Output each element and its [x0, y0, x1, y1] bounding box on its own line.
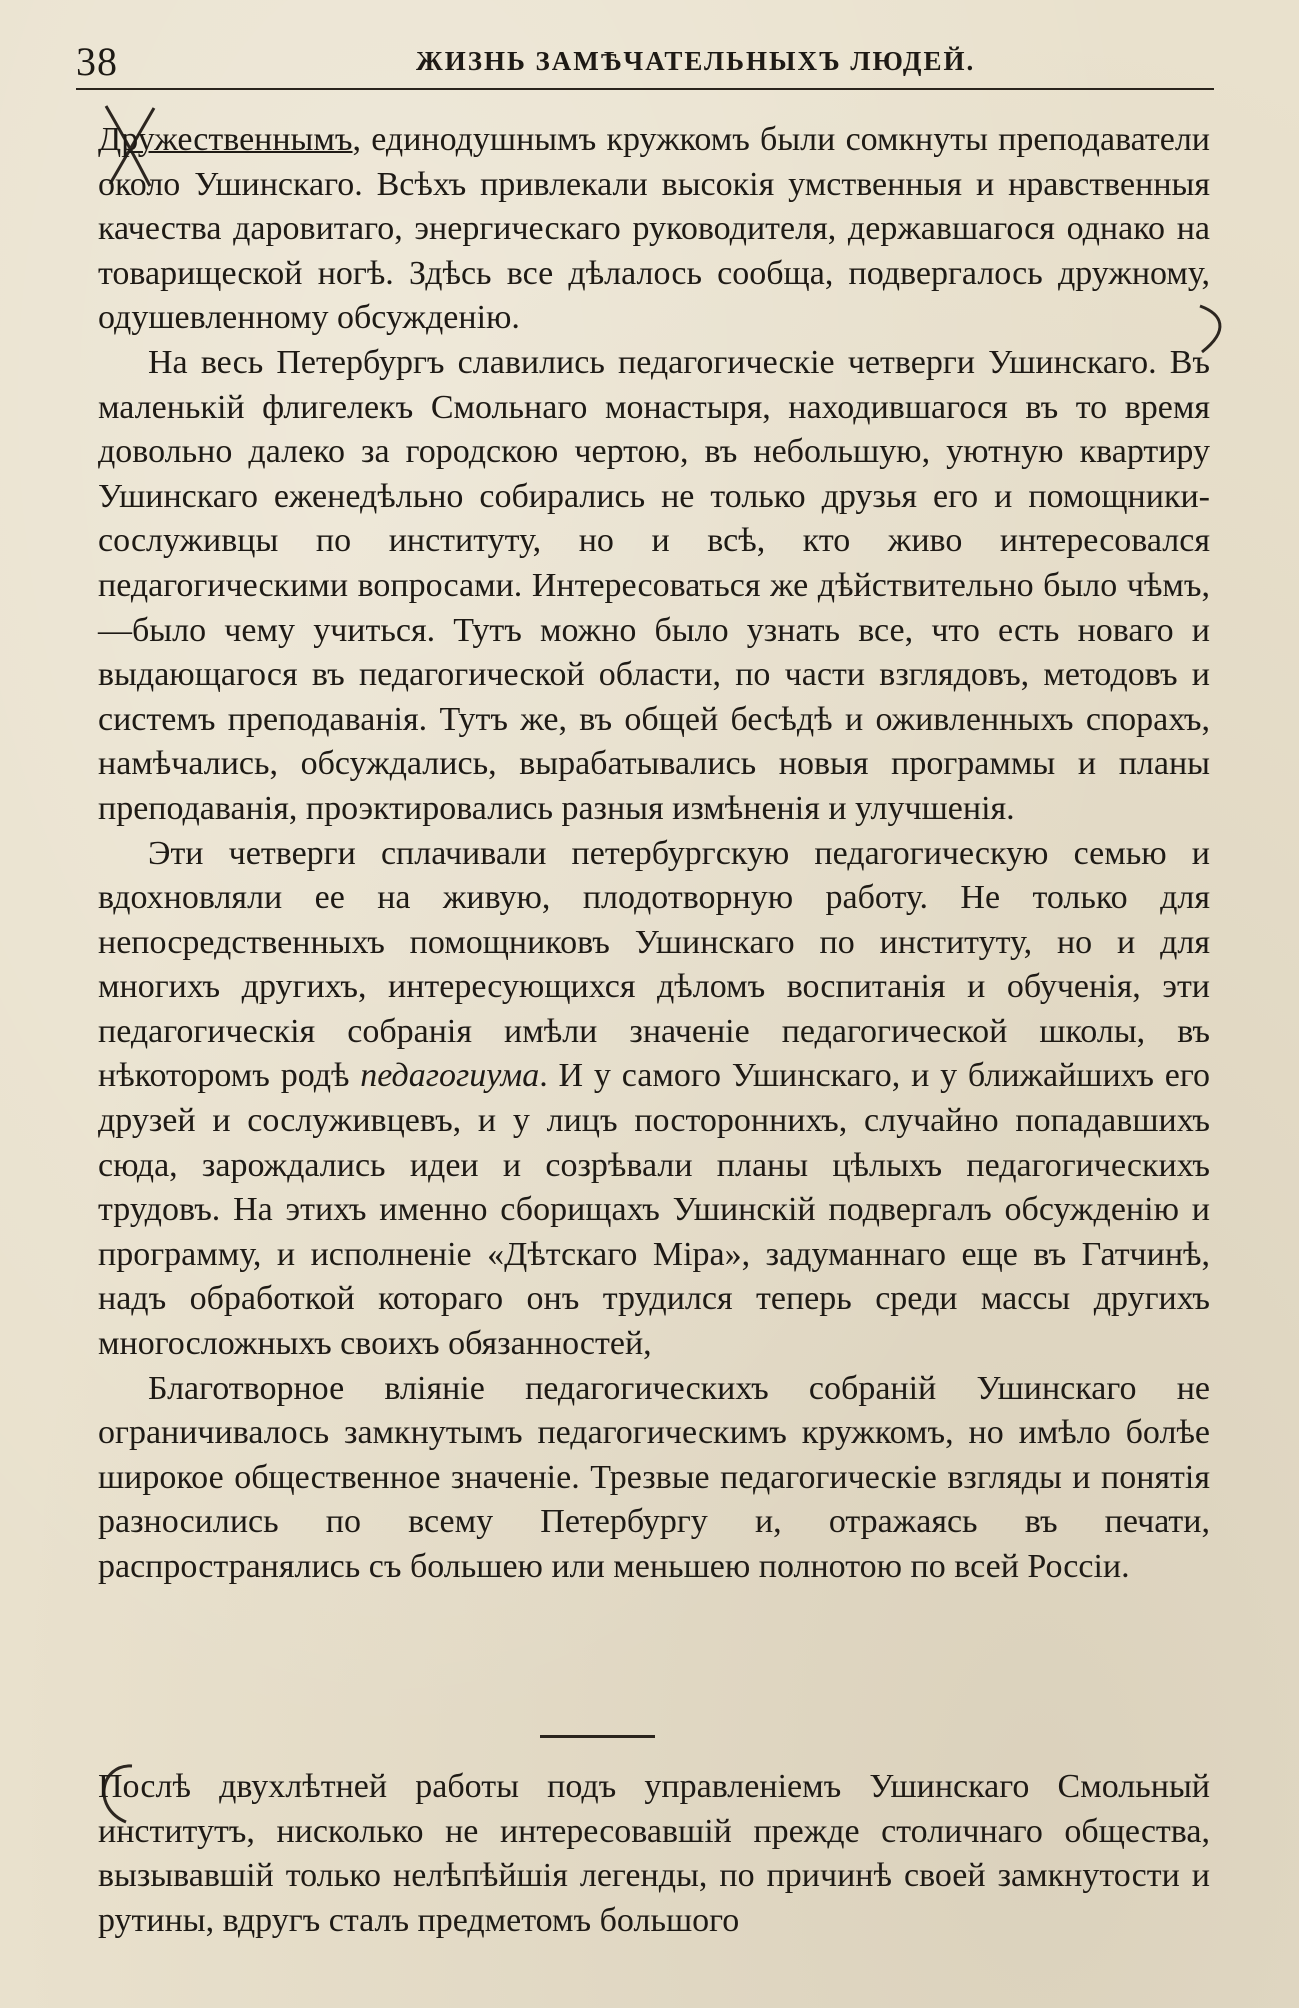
running-title: ЖИЗНЬ ЗАМѢЧАТЕЛЬНЫХЪ ЛЮДЕЙ.: [416, 46, 976, 76]
body-text: [98, 118, 1210, 1590]
paragraph-text: Эти четверги сплачивали петербургскую педагогическую семью и вдохновляли ее на живую, плодотворную работу. Не только для непосредственныхъ помощниковъ Ушинскаго по институту, но и для многихъ другихъ, интересующихся дѣломъ воспитанія и обученія, эти педагогическія собранія имѣли значеніе педагогической школы, въ нѣкоторомъ родѣ: [98, 834, 1210, 1095]
paragraph: Послѣ двухлѣтней работы подъ управленіемъ Ушинскаго Смольный институтъ, нисколько не интересовавшій прежде столичнаго общества, вызывавшій только нелѣпѣйшія легенды, по причинѣ своей замкнутости и рутины, вдругъ сталъ предметомъ большого: [98, 1768, 1210, 1939]
section-divider: [540, 1735, 655, 1738]
underlined-word: Дружественнымъ: [98, 121, 353, 158]
italic-term: педагогиума: [360, 1057, 540, 1095]
paragraph-text: , единодушнымъ кружкомъ были сомкнуты преподаватели около Ушинскаго. Всѣхъ привлекали высокія умственныя и нравственныя качества даровитаго, энергическаго руководителя, державшагося однако на товарищеской ногѣ. Здѣсь все дѣлалось сообща, подвергалось дружному, одушевленному обсужденію.: [98, 121, 1210, 337]
body-text-continued: [98, 1765, 1210, 1943]
header-rule: [76, 88, 1214, 90]
paragraph: [98, 118, 1210, 341]
paragraph: Благотворное вліяніе педагогическихъ собраній Ушинскаго не ограничивалось замкнутымъ педагогическимъ кружкомъ, но имѣло болѣе широкое общественное значеніе. Трезвые педагогическіе взгляды и понятія разносились по всему Петербургу и, отражаясь въ печати, распространялись съ большею или меньшею полнотою по всей Россіи.: [98, 1369, 1210, 1585]
paragraph-text: . И у самого Ушинскаго, и у ближайшихъ его друзей и сослуживцевъ, и у лицъ постороннихъ, случайно попадавшихъ сюда, зарождались идеи и созрѣвали планы цѣлыхъ педагогическихъ трудовъ. На этихъ именно сборищахъ Ушинскій подвергалъ обсужденію и программу, и исполненіе «Дѣтскаго Міра», задуманнаго еще въ Гатчинѣ, надъ обработкой котораго онъ трудился теперь среди массы другихъ многосложныхъ своихъ обязанностей,: [98, 1057, 1210, 1363]
page-header: [76, 38, 1214, 88]
page-number: 38: [76, 39, 118, 84]
paragraph: На весь Петербургъ славились педагогическіе четверги Ушинскаго. Въ маленькій флигелекъ Смольнаго монастыря, находившагося въ то время довольно далеко за городскою чертою, въ небольшую, уютную квартиру Ушинскаго еженедѣльно собирались не только друзья его и помощники-сослуживцы по институту, но и всѣ, кто живо интересовался педагогическими вопросами. Интересоваться же дѣйствительно было чѣмъ,—было чему учиться. Тутъ можно было узнать все, что есть новаго и выдающагося въ педагогической области, по части взглядовъ, методовъ и системъ преподаванія. Тутъ же, въ общей бесѣдѣ и оживленныхъ спорахъ, намѣчались, обсуждались, вырабатывались новыя программы и планы преподаванія, проэктировались разныя измѣненія и улучшенія.: [98, 343, 1210, 827]
paragraph: [98, 832, 1210, 1367]
